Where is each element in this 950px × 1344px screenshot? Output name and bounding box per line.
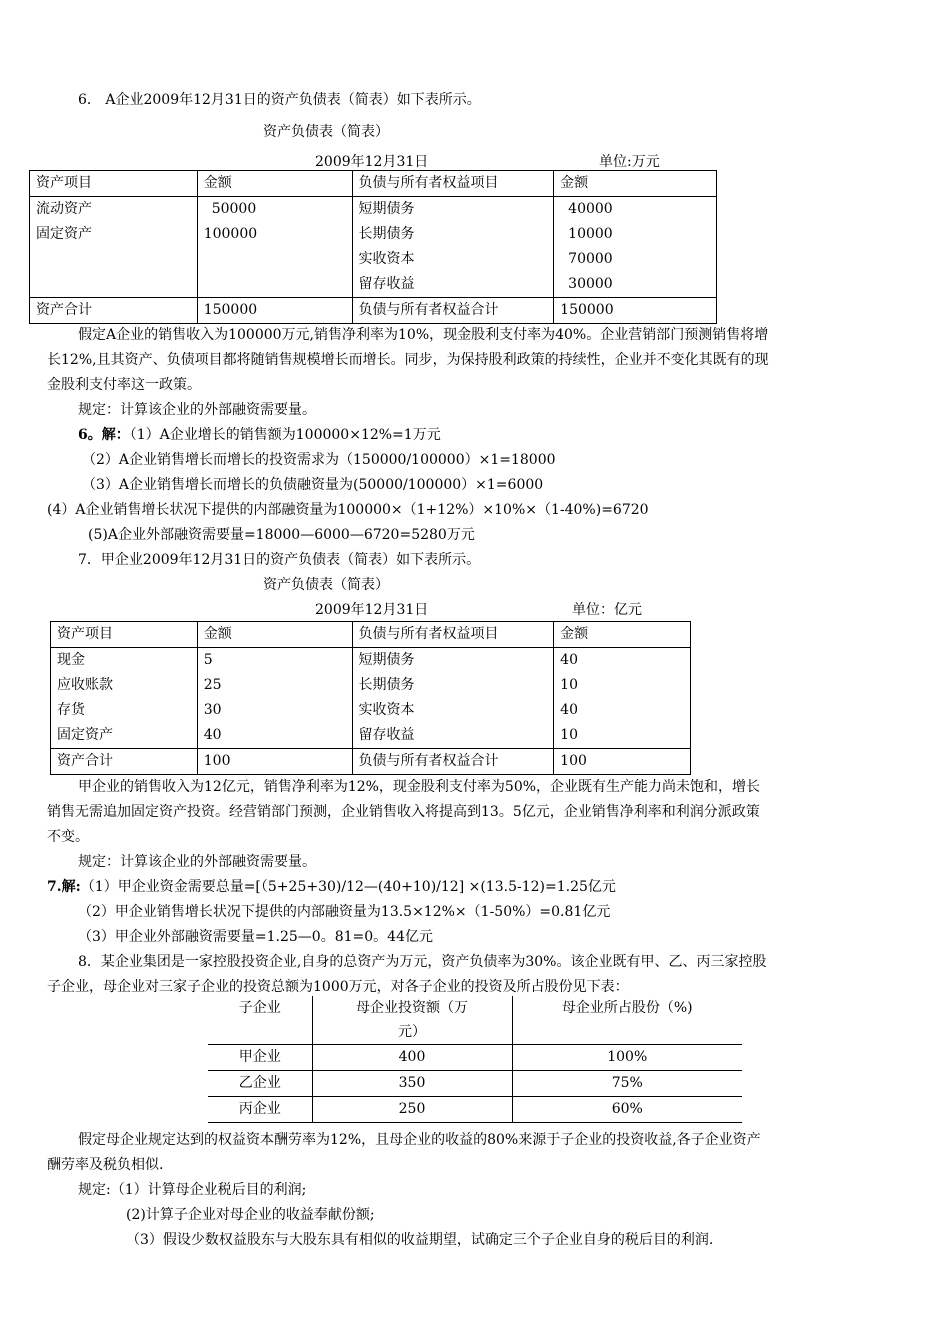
q7-balance-sheet: [50, 621, 691, 775]
total-liab-value: 100: [554, 749, 691, 775]
table-total-row: [30, 298, 717, 324]
q6-solution-step: (5)A企业外部融资需要量=18000—6000—6720=5280万元: [88, 527, 475, 543]
total-liab-label: 负债与所有者权益合计: [352, 749, 554, 775]
table-row: [30, 197, 717, 298]
asset-item: 应收账款: [57, 677, 113, 693]
liability-item: 留存收益: [358, 276, 415, 292]
q6-requirement: 规定：计算该企业的外部融资需要量。: [78, 402, 316, 418]
q7-solution-label: 7.解:: [47, 879, 81, 895]
liability-amount: 10: [560, 677, 578, 693]
q8-requirement: (2)计算子企业对母企业的收益奉献份额;: [126, 1207, 375, 1223]
investment-amount: 400: [312, 1045, 512, 1071]
table-header-row: [51, 622, 691, 648]
subsidiary-name: 乙企业: [208, 1071, 312, 1097]
header-cell: 母企业所占股份（%): [512, 996, 742, 1045]
q8-requirement: （3）假设少数权益股东与大股东具有相似的收益期望，试确定三个子企业自身的税后目的利润.: [126, 1232, 714, 1248]
total-liab-label: 负债与所有者权益合计: [352, 298, 554, 324]
total-label: 资产合计: [30, 298, 198, 324]
asset-item: 固定资产: [57, 727, 113, 743]
header-cell: 元）: [398, 1024, 426, 1040]
q6-paragraph: 长12%,且其资产、负债项目都将随销售规模增长而增长。同步，为保持股利政策的持续性，企业并不变化其既有的现: [47, 352, 769, 368]
liability-amount: 40: [560, 702, 578, 718]
q7-table-date: 2009年12月31日: [315, 602, 429, 618]
table-header-row: [208, 996, 742, 1045]
q8-paragraph: 假定母企业规定达到的权益资本酬劳率为12%，且母企业的收益的80%来源于子企业的投资收益,各子企业资产: [78, 1132, 761, 1148]
q6-solution-step: （1）A企业增长的销售额为100000×12%=1万元: [129, 427, 441, 443]
asset-item: 固定资产: [36, 226, 92, 242]
total-label: 资产合计: [51, 749, 198, 775]
q6-paragraph: 假定A企业的销售收入为100000万元,销售净利率为10%，现金股利支付率为40%。企业营销部门预测销售将增: [78, 327, 769, 343]
q6-solution-step: (4）A企业销售增长状况下提供的内部融资量为100000×（1+12%）×10%×（1-40%)=6720: [47, 502, 649, 518]
liability-amount: 30000: [568, 276, 613, 292]
q6-table-date: 2009年12月31日: [315, 154, 429, 170]
investment-amount: 350: [312, 1071, 512, 1097]
q7-solution-step: （3）甲企业外部融资需要量=1.25—0。81=0。44亿元: [78, 929, 433, 945]
header-cell: 子企业: [208, 996, 312, 1045]
liability-item: 留存收益: [358, 727, 415, 743]
asset-amount: 30: [203, 702, 222, 718]
q7-paragraph: 销售无需追加固定资产投资。经营销部门预测，企业销售收入将提高到13。5亿元，企业销售净利率和利润分派政策: [47, 804, 760, 820]
q7-paragraph: 甲企业的销售收入为12亿元，销售净利率为12%，现金股利支付率为50%，企业既有生产能力尚未饱和，增长: [78, 779, 761, 795]
share-percent: 100%: [512, 1045, 742, 1071]
asset-amount: 50000: [211, 201, 257, 217]
asset-item: 流动资产: [36, 201, 92, 217]
q8-requirement: 规定:（1）计算母企业税后目的利润;: [78, 1182, 307, 1198]
q6-intro: 6． A企业2009年12月31日的资产负债表（简表）如下表所示。: [78, 92, 481, 108]
table-row: [208, 1045, 742, 1071]
liability-amount: 10000: [568, 226, 613, 242]
q6-balance-sheet: [29, 170, 717, 324]
total-value: 150000: [197, 298, 352, 324]
liability-amount: 40000: [568, 201, 613, 217]
q6-table-unit: 单位:万元: [599, 154, 660, 170]
table-header-row: [30, 171, 717, 197]
header-cell: 负债与所有者权益项目: [352, 171, 554, 197]
q8-subsidiary-table: [208, 996, 742, 1123]
q6-solution-step: （3）A企业销售增长而增长的负债融资量为(50000/100000）×1=6000: [82, 477, 544, 493]
share-percent: 60%: [512, 1097, 742, 1123]
liability-item: 实收资本: [358, 251, 415, 267]
asset-item: 现金: [57, 652, 85, 668]
q7-intro: 7．甲企业2009年12月31日的资产负债表（简表）如下表所示。: [78, 552, 481, 568]
header-cell: 资产项目: [51, 622, 198, 648]
q7-table-unit: 单位：亿元: [572, 602, 642, 618]
header-cell: 资产项目: [30, 171, 198, 197]
subsidiary-name: 甲企业: [208, 1045, 312, 1071]
header-cell: 金额: [197, 622, 352, 648]
liability-item: 长期债务: [358, 677, 415, 693]
q6-paragraph: 金股利支付率这一政策。: [47, 377, 201, 393]
liability-item: 实收资本: [358, 702, 415, 718]
liability-item: 长期债务: [358, 226, 415, 242]
liability-amount: 40: [560, 652, 578, 668]
asset-amount: 100000: [203, 226, 258, 242]
liability-amount: 70000: [568, 251, 613, 267]
header-cell: 负债与所有者权益项目: [352, 622, 554, 648]
q6-table-title: 资产负债表（简表）: [263, 124, 389, 140]
table-row: [51, 648, 691, 749]
liability-item: 短期债务: [358, 652, 415, 668]
q6-solution-label: 6。解：: [78, 427, 130, 443]
total-value: 100: [197, 749, 352, 775]
q7-paragraph: 不变。: [47, 829, 89, 845]
q7-solution-step: （2）甲企业销售增长状况下提供的内部融资量为13.5×12%×（1-50%）=0.81亿元: [78, 904, 611, 920]
share-percent: 75%: [512, 1071, 742, 1097]
header-cell: 金额: [197, 171, 352, 197]
q8-paragraph: 8．某企业集团是一家控股投资企业,自身的总资产为万元，资产负债率为30%。该企业既有甲、乙、丙三家控股: [78, 954, 767, 970]
header-cell: 母企业投资额（万: [356, 1000, 468, 1016]
header-cell: 金额: [554, 622, 691, 648]
q8-paragraph: 子企业，母企业对三家子企业的投资总额为1000万元，对各子企业的投资及所占股份见下表：: [47, 979, 629, 995]
header-cell: 金额: [554, 171, 717, 197]
asset-item: 存货: [57, 702, 85, 718]
investment-amount: 250: [312, 1097, 512, 1123]
liability-item: 短期债务: [358, 201, 415, 217]
subsidiary-name: 丙企业: [208, 1097, 312, 1123]
q7-table-title: 资产负债表（简表）: [263, 577, 389, 593]
q8-paragraph: 酬劳率及税负相似.: [47, 1157, 164, 1173]
liability-amount: 10: [560, 727, 578, 743]
q6-solution-step: （2）A企业销售增长而增长的投资需求为（150000/100000）×1=18000: [82, 452, 556, 468]
q7-solution-step: （1）甲企业资金需要总量=[（5+25+30)/12—(40+10)/12] ×(13.5-12)=1.25亿元: [80, 879, 616, 895]
total-liab-value: 150000: [554, 298, 717, 324]
asset-amount: 25: [203, 677, 222, 693]
table-row: [208, 1097, 742, 1123]
q7-requirement: 规定：计算该企业的外部融资需要量。: [78, 854, 316, 870]
table-total-row: [51, 749, 691, 775]
asset-amount: 5: [203, 652, 213, 668]
table-row: [208, 1071, 742, 1097]
asset-amount: 40: [203, 727, 222, 743]
